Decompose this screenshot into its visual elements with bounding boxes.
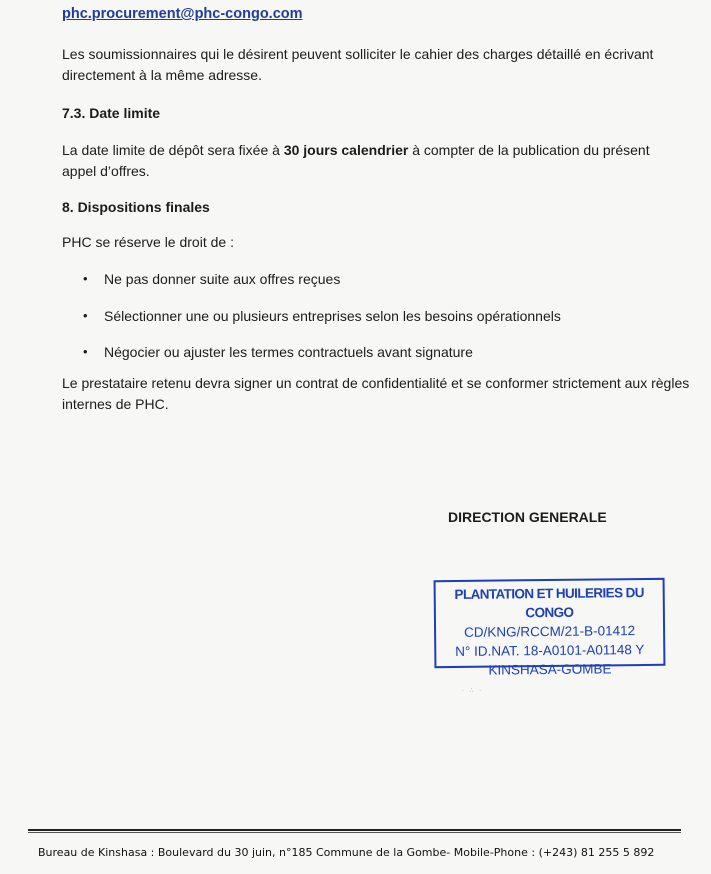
request-paragraph: Les soumissionnaires qui le désirent peuvent solliciter le cahier des charges détaillé en écrivant directement à la même adresse. [62, 46, 654, 83]
deadline-text-before: La date limite de dépôt sera fixée à [62, 142, 284, 158]
list-item: • Sélectionner une ou plusieurs entreprises selon les besoins opérationnels [80, 307, 561, 344]
footer-divider [28, 829, 681, 831]
closing-paragraph: Le prestataire retenu devra signer un contrat de confidentialité et se conformer strictement aux règles internes de PHC. [62, 375, 690, 412]
deadline-duration: 30 jours calendrier [283, 142, 409, 158]
stamp-id-nat: N° ID.NAT. 18-A0101-A01148 Y [455, 642, 645, 659]
rights-list [80, 270, 561, 380]
list-item: • Ne pas donner suite aux offres reçues [80, 270, 561, 307]
section-8-heading: 8. Dispositions finales [62, 199, 210, 215]
footer-divider-thin [28, 832, 681, 833]
footer-address: Bureau de Kinshasa : Boulevard du 30 juin, n°185 Commune de la Gombe- Mobile-Phone : (+243) 81 255 5 892 [38, 846, 655, 859]
ink-specks: · ∴ · [462, 688, 484, 694]
list-item: • Négocier ou ajuster les termes contractuels avant signature [80, 343, 561, 380]
deadline-paragraph [62, 140, 672, 182]
company-stamp [434, 578, 666, 678]
stamp-rccm: CD/KNG/RCCM/21-B-01412 [463, 623, 636, 640]
procurement-email-link[interactable]: phc.procurement@phc-congo.com [62, 6, 303, 22]
rights-intro: PHC se réserve le droit de : [62, 234, 234, 250]
stamp-city: KINSHASA-GOMBE [488, 661, 612, 678]
deadline-text-after: à compter de la publication du présent appel d’offres. [62, 142, 650, 179]
stamp-company-name: PLANTATION ET HUILERIES DU CONGO [454, 585, 644, 621]
section-7-3-heading: 7.3. Date limite [62, 105, 161, 121]
signatory-title: DIRECTION GENERALE [448, 509, 607, 525]
